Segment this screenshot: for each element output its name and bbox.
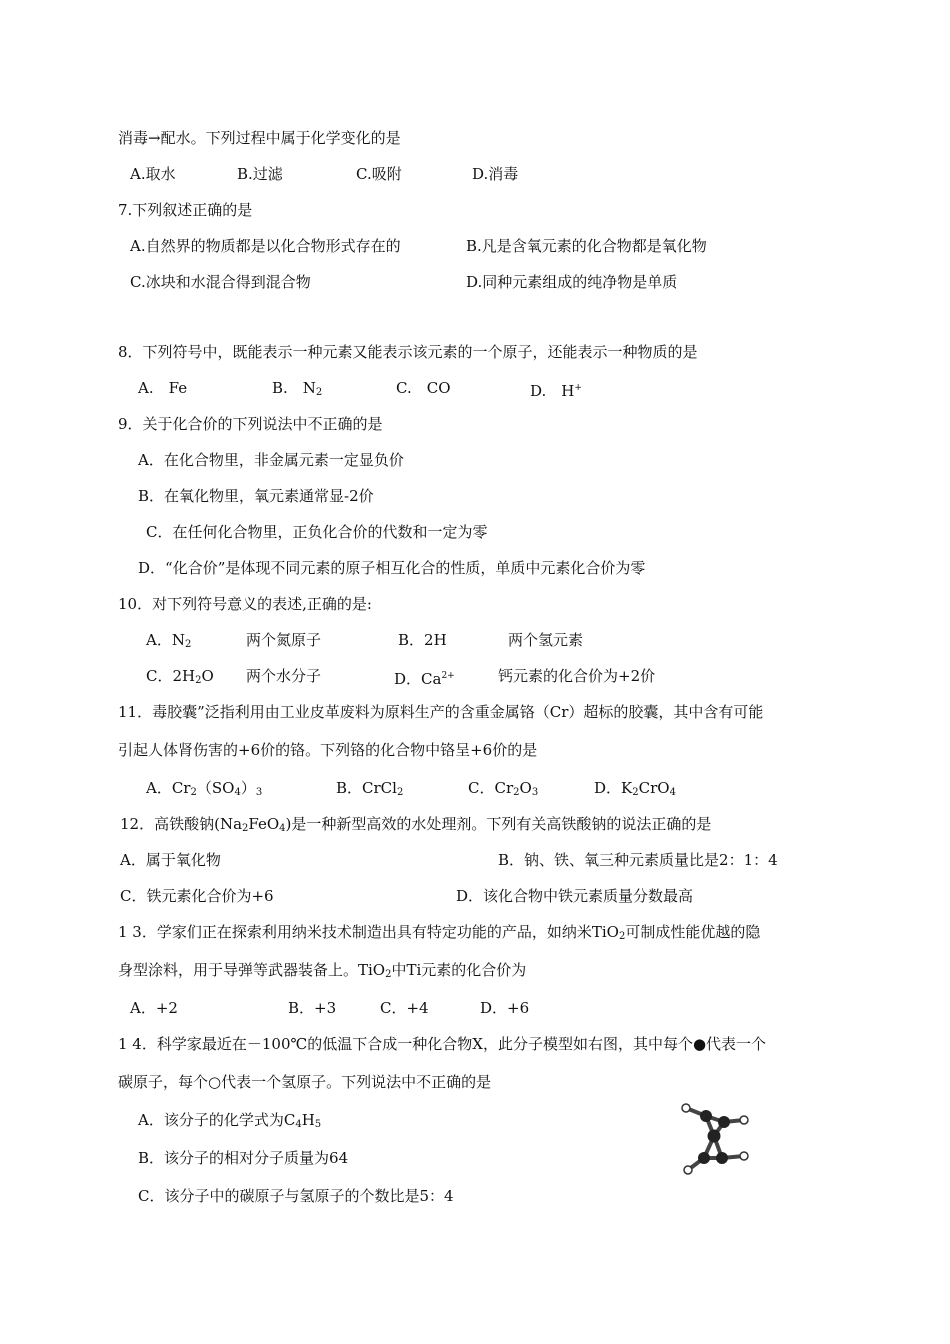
q8-option-b <box>272 378 322 403</box>
q8-option-d <box>530 378 582 401</box>
q13-stem-line-2 <box>118 960 526 985</box>
q12-stem-t1: 12．高铁酸钠(Na <box>120 815 243 833</box>
q8-option-d-text: D. H <box>530 382 575 400</box>
q7-option-b: B.凡是含氧元素的化合物都是氧化物 <box>466 237 707 255</box>
q12-stem <box>120 814 711 839</box>
q12-option-c: C．铁元素化合价为+6 <box>120 887 274 905</box>
q11-stem-line-1: 11．毒胶囊”泛指利用由工业皮革废料为原料生产的含重金属铬（Cr）超标的胶囊，其中含有可能 <box>118 703 764 721</box>
q10-option-a-symbol <box>146 630 191 655</box>
q11-option-c-t2: O <box>519 779 532 797</box>
q13-options <box>130 998 830 1018</box>
q10-option-a-text: A．N <box>146 631 185 649</box>
q10-option-c-meaning: 两个水分子 <box>246 667 322 685</box>
q7-option-c: C.冰块和水混合得到混合物 <box>130 273 311 291</box>
q10-option-d-text: D．Ca <box>394 670 442 688</box>
q11-option-c-s1: 2 <box>513 787 520 798</box>
q10-option-a-meaning: 两个氮原子 <box>246 631 322 649</box>
q14-stem-line-1: 1 4．科学家最近在－100℃的低温下合成一种化合物X，此分子模型如右图，其中每个●代表一个 <box>118 1035 767 1053</box>
q11-option-a-s1: 2 <box>190 787 197 798</box>
q13-stem-2-t1: 身型涂料，用于导弹等武器装备上。TiO <box>118 961 386 979</box>
q11-option-c-t1: C．Cr <box>468 779 514 797</box>
carbon-atom <box>698 1152 710 1164</box>
q10-option-d-sup: 2+ <box>441 671 455 681</box>
q9-stem: 9．关于化合价的下列说法中不正确的是 <box>118 415 383 433</box>
q12-stem-s1: 2 <box>242 823 249 834</box>
carbon-atom <box>700 1110 712 1122</box>
q12-stem-t3: )是一种新型高效的水处理剂。下列有关高铁酸钠的说法正确的是 <box>285 815 712 833</box>
q10-row-2 <box>146 666 846 686</box>
q11-option-a <box>146 778 262 803</box>
q6-option-b: B.过滤 <box>237 165 283 183</box>
q12-option-d: D．该化合物中铁元素质量分数最高 <box>456 887 694 905</box>
q7-stem: 7.下列叙述正确的是 <box>118 201 253 219</box>
carbon-atom <box>708 1130 721 1143</box>
q11-option-a-t1: A．Cr <box>146 779 191 797</box>
q11-option-b <box>336 778 403 803</box>
q11-option-b-t1: B．CrCl <box>336 779 397 797</box>
q14-option-a-t1: A．该分子的化学式为C <box>138 1111 296 1129</box>
hydrogen-atom <box>682 1104 690 1112</box>
q8-option-d-sup: + <box>574 383 582 393</box>
q9-option-a: A．在化合物里，非金属元素一定显负价 <box>138 451 404 469</box>
q8-option-a: A. Fe <box>138 379 188 397</box>
q11-option-d-t1: D．K <box>594 779 633 797</box>
q12-stem-s2: 4 <box>279 823 286 834</box>
q6-option-c: C.吸附 <box>356 165 402 183</box>
hydrogen-atom <box>740 1152 748 1160</box>
q11-option-d-s2: 4 <box>669 787 676 798</box>
q7-option-a: A.自然界的物质都是以化合物形式存在的 <box>130 237 401 255</box>
q11-option-b-s1: 2 <box>396 787 404 798</box>
hydrogen-atom <box>740 1116 748 1124</box>
q11-option-a-s2: 4 <box>234 787 241 798</box>
q13-stem-2-s1: 2 <box>385 969 392 980</box>
q10-option-b-symbol: B．2H <box>398 631 447 649</box>
q10-option-c-text: C．2H <box>146 667 196 685</box>
q14-stem-line-2: 碳原子，每个○代表一个氢原子。下列说法中不正确的是 <box>118 1073 492 1091</box>
q12-stem-t2: FeO <box>248 815 280 833</box>
q10-stem: 10．对下列符号意义的表述,正确的是: <box>118 595 372 613</box>
q12-option-b: B．钠、铁、氧三种元素质量比是2：1：4 <box>498 851 778 869</box>
q11-option-c-s2: 3 <box>531 787 539 798</box>
q10-row-1 <box>146 630 846 650</box>
q11-options <box>146 778 846 798</box>
q8-option-b-text: B. N <box>272 379 316 397</box>
q6-options <box>130 164 830 184</box>
q13-option-b: B．+3 <box>288 999 337 1017</box>
hydrogen-atom <box>684 1166 692 1174</box>
carbon-atom <box>716 1152 728 1164</box>
q6-option-a: A.取水 <box>130 165 176 183</box>
q10-option-c-symbol <box>146 666 214 691</box>
q13-option-c: C．+4 <box>380 999 429 1017</box>
q13-stem-line-1 <box>118 922 760 947</box>
q11-option-c <box>468 778 538 803</box>
q9-option-b: B．在氧化物里，氧元素通常显-2价 <box>138 487 374 505</box>
q11-option-a-t3: ） <box>240 779 256 797</box>
q11-option-d-t2: CrO <box>638 779 670 797</box>
q11-option-d-s1: 2 <box>632 787 639 798</box>
q6-stem: 消毒→配水。下列过程中属于化学变化的是 <box>118 129 401 147</box>
q11-stem-line-2: 引起人体肾伤害的+6价的铬。下列铬的化合物中铬呈+6价的是 <box>118 741 538 759</box>
q13-option-a: A．+2 <box>130 999 178 1017</box>
q14-option-c: C．该分子中的碳原子与氢原子的个数比是5：4 <box>138 1187 454 1205</box>
q11-option-a-t2: （SO <box>196 779 235 797</box>
q10-option-d-symbol <box>394 666 455 689</box>
q14-option-a-s1: 4 <box>295 1119 302 1130</box>
q8-stem: 8．下列符号中，既能表示一种元素又能表示该元素的一个原子，还能表示一种物质的是 <box>118 343 698 361</box>
q10-option-d-meaning: 钙元素的化合价为+2价 <box>498 667 656 685</box>
q8-options <box>138 378 838 398</box>
q14-option-a <box>138 1110 321 1135</box>
q14-option-a-t2: H <box>301 1111 315 1129</box>
q10-option-a-sub: 2 <box>184 639 192 650</box>
q8-option-c: C. CO <box>396 379 451 397</box>
q10-option-b-meaning: 两个氢元素 <box>508 631 584 649</box>
q11-option-d <box>594 778 676 803</box>
q13-stem-2-t2: 中Ti元素的化合价为 <box>391 961 527 979</box>
q10-option-c-suffix: O <box>201 667 214 685</box>
molecule-model-figure <box>676 1102 766 1182</box>
q6-option-d: D.消毒 <box>472 165 519 183</box>
q9-option-d: D．“化合价”是体现不同元素的原子相互化合的性质，单质中元素化合价为零 <box>138 559 646 577</box>
q13-option-d: D．+6 <box>480 999 530 1017</box>
q11-option-a-s3: 3 <box>255 787 263 798</box>
q13-stem-1-t1: 1 3．学家们正在探索利用纳米技术制造出具有特定功能的产品，如纳米TiO <box>118 923 619 941</box>
q7-option-d: D.同种元素组成的纯净物是单质 <box>466 273 678 291</box>
q13-stem-1-t2: 可制成性能优越的隐 <box>625 923 761 941</box>
q10-option-c-sub: 2 <box>195 675 202 686</box>
q14-option-a-s2: 5 <box>314 1119 322 1130</box>
carbon-atom <box>718 1116 730 1128</box>
q14-option-b: B．该分子的相对分子质量为64 <box>138 1149 349 1167</box>
q12-option-a: A．属于氧化物 <box>120 851 221 869</box>
q9-option-c: C．在任何化合物里，正负化合价的代数和一定为零 <box>146 523 488 541</box>
q8-option-b-sub: 2 <box>315 387 323 398</box>
q13-stem-1-s1: 2 <box>618 931 626 942</box>
